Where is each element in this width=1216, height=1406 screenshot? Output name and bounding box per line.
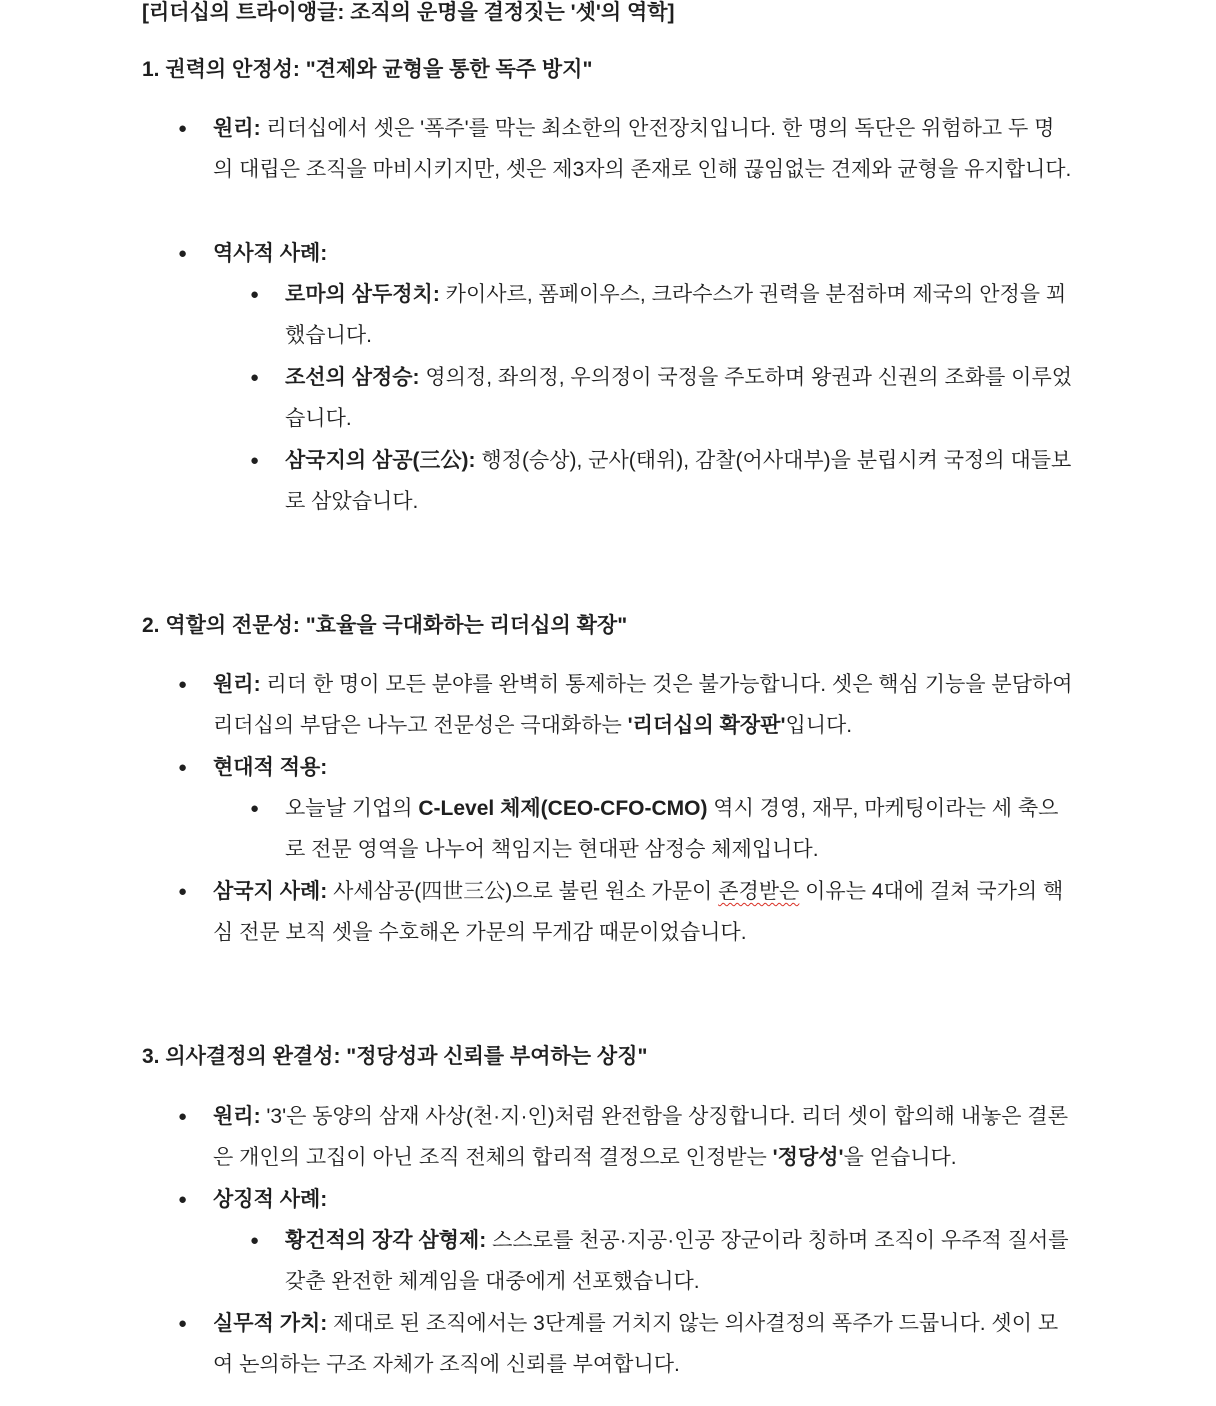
subitem-text: 카이사르, 폼페이우스, 크라수스가 권력을 분점하며 제국의 안정을 꾀했습니다. (285, 283, 1067, 347)
section-3-heading: 3. 의사결정의 완결성: "정당성과 신뢰를 부여하는 상징" (142, 1045, 648, 1068)
principle-emphasis: '정당성' (772, 1146, 844, 1169)
subitem-text: 행정(승상), 군사(태위), 감찰(어사대부)을 분립시켜 국정의 대들보로 삼았습니다. (285, 449, 1072, 513)
section-3-subitem (250, 1220, 1075, 1302)
section-1-heading: 1. 권력의 안정성: "견제와 균형을 통한 독주 방지" (142, 58, 593, 81)
principle-text: 리더 한 명이 모든 분야를 완벽히 통제하는 것은 불가능합니다. 셋은 핵심 기능을 분담하여 리더십의 부담은 나누고 전문성은 극대화하는 (213, 673, 1073, 737)
bullet-icon: ● (178, 676, 188, 693)
subitem-text: 오늘날 기업의 (285, 797, 419, 820)
subitem-text: 스스로를 천공·지공·인공 장군이라 칭하며 조직이 우주적 질서를 갖춘 완전한 체계임을 대중에게 선포했습니다. (285, 1229, 1069, 1293)
subitem-label: 삼국지의 삼공(三公): (285, 449, 476, 472)
section-1-subitem (250, 440, 1075, 522)
section-3-extra (178, 1303, 1073, 1385)
spellcheck-word[interactable]: 존경받은 (718, 880, 800, 903)
section-2-principle (178, 664, 1073, 746)
principle-label: 원리: (213, 1105, 261, 1128)
example-label: 역사적 사례: (213, 242, 328, 265)
bullet-icon: ● (250, 286, 260, 303)
section-2-subitem (250, 788, 1075, 870)
subitem-label: 조선의 삼정승: (285, 366, 420, 389)
example-label: 상징적 사례: (213, 1188, 328, 1211)
principle-text-end: 을 얻습니다. (843, 1146, 957, 1169)
bullet-icon: ● (178, 1191, 188, 1208)
extra-text-end: 이유는 4대에 걸쳐 국가의 핵심 전문 보직 셋을 수호해온 가문의 무게감 때문이었습니다. (213, 880, 1064, 944)
bullet-icon: ● (178, 1108, 188, 1125)
principle-emphasis: '리더십의 확장판' (627, 714, 786, 737)
principle-label: 원리: (213, 673, 261, 696)
section-3-example-label (178, 1179, 1073, 1220)
section-1-subitem (250, 357, 1075, 439)
subitem-emphasis: C-Level 체제(CEO-CFO-CMO) (418, 797, 708, 820)
subitem-text: 영의정, 좌의정, 우의정이 국정을 주도하며 왕권과 신권의 조화를 이루었습니다. (285, 366, 1073, 430)
bullet-icon: ● (250, 1232, 260, 1249)
principle-text: '3'은 동양의 삼재 사상(천·지·인)처럼 완전함을 상징합니다. 리더 셋이 합의해 내놓은 결론은 개인의 고집이 아닌 조직 전체의 합리적 결정으로 인정받는 (213, 1105, 1068, 1169)
bullet-icon: ● (178, 1315, 188, 1332)
bullet-icon: ● (178, 759, 188, 776)
section-3-principle (178, 1096, 1073, 1178)
example-label: 현대적 적용: (213, 756, 328, 779)
extra-label: 삼국지 사례: (213, 880, 328, 903)
principle-text-end: 입니다. (785, 714, 853, 737)
section-2-example-label (178, 747, 1073, 788)
extra-text: 사세삼공(四世三公)으로 불린 원소 가문이 (327, 880, 719, 903)
subitem-text-end: 역시 경영, 재무, 마케팅이라는 세 축으로 전문 영역을 나누어 책임지는 현대판 삼정승 체제입니다. (285, 797, 1059, 861)
bullet-icon: ● (178, 120, 188, 137)
bullet-icon: ● (250, 800, 260, 817)
bullet-icon: ● (178, 883, 188, 900)
principle-text: 리더십에서 셋은 '폭주'를 막는 최소한의 안전장치입니다. 한 명의 독단은 위험하고 두 명의 대립은 조직을 마비시키지만, 셋은 제3자의 존재로 인해 끊임없는 견제와 균형을 유지합니다. (213, 117, 1072, 181)
section-1-example-label (178, 233, 1073, 274)
section-2-heading: 2. 역할의 전문성: "효율을 극대화하는 리더십의 확장" (142, 614, 628, 637)
extra-text: 제대로 된 조직에서는 3단계를 거치지 않는 의사결정의 폭주가 드뭅니다. 셋이 모여 논의하는 구조 자체가 조직에 신뢰를 부여합니다. (213, 1312, 1059, 1376)
subitem-label: 로마의 삼두정치: (285, 283, 440, 306)
document-title: [리더십의 트라이앵글: 조직의 운명을 결정짓는 '셋'의 역학] (142, 1, 675, 24)
bullet-icon: ● (250, 452, 260, 469)
bullet-icon: ● (178, 245, 188, 262)
section-1-subitem (250, 274, 1075, 356)
subitem-label: 황건적의 장각 삼형제: (285, 1229, 487, 1252)
bullet-icon: ● (250, 369, 260, 386)
principle-label: 원리: (213, 117, 261, 140)
extra-label: 실무적 가치: (213, 1312, 328, 1335)
section-2-extra (178, 871, 1073, 953)
section-1-principle (178, 108, 1073, 190)
